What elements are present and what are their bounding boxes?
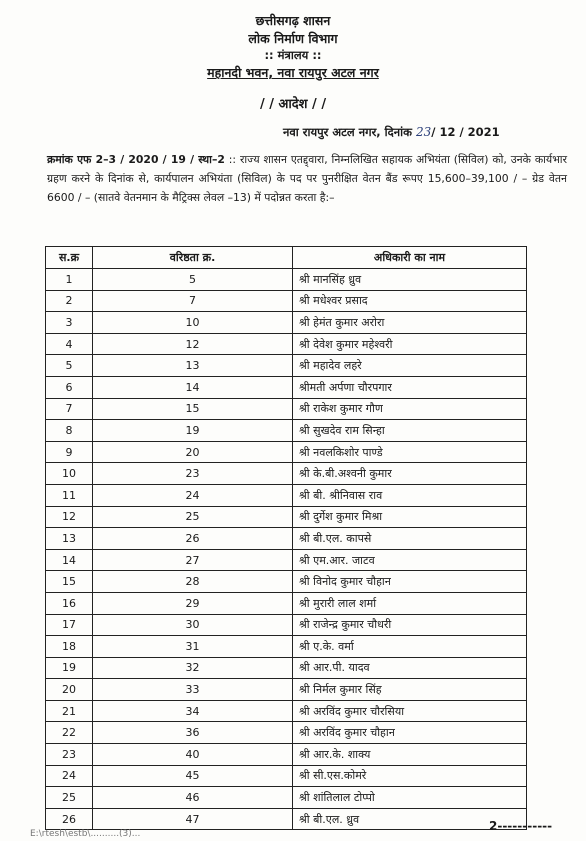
table-row (46, 333, 527, 355)
order-number: क्रमांक एफ 2–3 / 2020 / 19 / स्था–2 (47, 153, 225, 166)
cell-officer-name: श्री बी.एल. ध्रुव (293, 808, 527, 830)
cell-officer-name: श्रीमती अर्पणा चौरपगार (293, 376, 527, 398)
table-header-row (46, 247, 527, 269)
cell-officer-name: श्री अरविंद कुमार चौहान (293, 722, 527, 744)
cell-seniority: 23 (93, 463, 293, 485)
dateline-day-handwritten: 23 (415, 125, 432, 139)
cell-serial: 24 (46, 765, 93, 787)
cell-officer-name: श्री निर्मल कुमार सिंह (293, 679, 527, 701)
cell-serial: 26 (46, 808, 93, 830)
cell-officer-name: श्री आर.के. शाक्य (293, 744, 527, 766)
cell-seniority: 28 (93, 571, 293, 593)
cell-officer-name: श्री राकेश कुमार गौण (293, 398, 527, 420)
cell-seniority: 34 (93, 700, 293, 722)
table-row (46, 808, 527, 830)
cell-serial: 19 (46, 657, 93, 679)
cell-officer-name: श्री मधेश्वर प्रसाद (293, 290, 527, 312)
cell-seniority: 24 (93, 484, 293, 506)
cell-seniority: 19 (93, 420, 293, 442)
table-row (46, 636, 527, 658)
table-row (46, 700, 527, 722)
cell-seniority: 46 (93, 787, 293, 809)
cell-seniority: 40 (93, 744, 293, 766)
cell-serial: 3 (46, 312, 93, 334)
cell-serial: 9 (46, 441, 93, 463)
dateline-month-year: / 12 / 2021 (431, 125, 500, 139)
cell-serial: 17 (46, 614, 93, 636)
cell-seniority: 33 (93, 679, 293, 701)
table-row (46, 722, 527, 744)
cell-officer-name: श्री दुर्गेश कुमार मिश्रा (293, 506, 527, 528)
table-row (46, 420, 527, 442)
table-row (46, 484, 527, 506)
cell-officer-name: श्री एम.आर. जाटव (293, 549, 527, 571)
cell-serial: 6 (46, 376, 93, 398)
cell-serial: 13 (46, 528, 93, 550)
cell-serial: 4 (46, 333, 93, 355)
cell-officer-name: श्री बी. श्रीनिवास राव (293, 484, 527, 506)
table-row (46, 290, 527, 312)
cell-seniority: 12 (93, 333, 293, 355)
cell-officer-name: श्री आर.पी. यादव (293, 657, 527, 679)
table-row (46, 376, 527, 398)
header-officer-name: अधिकारी का नाम (293, 247, 527, 269)
cell-seniority: 26 (93, 528, 293, 550)
cell-seniority: 20 (93, 441, 293, 463)
file-path-footer: E:\rtesh\estb\..........(3)... (30, 829, 141, 839)
dateline (283, 125, 500, 140)
cell-officer-name: श्री विनोद कुमार चौहान (293, 571, 527, 593)
table-row (46, 571, 527, 593)
table-row (46, 398, 527, 420)
cell-serial: 8 (46, 420, 93, 442)
cell-serial: 25 (46, 787, 93, 809)
header-state-govt: छत्तीसगढ़ शासन (255, 13, 331, 28)
table-row (46, 463, 527, 485)
cell-officer-name: श्री सुखदेव राम सिन्हा (293, 420, 527, 442)
cell-seniority: 15 (93, 398, 293, 420)
cell-serial: 22 (46, 722, 93, 744)
cell-seniority: 31 (93, 636, 293, 658)
table-row (46, 657, 527, 679)
table-row (46, 744, 527, 766)
cell-serial: 2 (46, 290, 93, 312)
table-row (46, 528, 527, 550)
cell-officer-name: श्री ए.के. वर्मा (293, 636, 527, 658)
cell-seniority: 5 (93, 269, 293, 291)
cell-serial: 10 (46, 463, 93, 485)
cell-officer-name: श्री राजेन्द्र कुमार चौधरी (293, 614, 527, 636)
cell-serial: 18 (46, 636, 93, 658)
table-row (46, 787, 527, 809)
cell-seniority: 13 (93, 355, 293, 377)
table-row (46, 355, 527, 377)
cell-seniority: 29 (93, 592, 293, 614)
header-address (0, 64, 586, 81)
cell-serial: 21 (46, 700, 93, 722)
header-ministry: :: मंत्रालय :: (264, 48, 322, 62)
cell-serial: 16 (46, 592, 93, 614)
cell-seniority: 47 (93, 808, 293, 830)
table-row (46, 506, 527, 528)
table-row (46, 679, 527, 701)
cell-serial: 7 (46, 398, 93, 420)
table-row (46, 441, 527, 463)
cell-officer-name: श्री नवलकिशोर पाण्डे (293, 441, 527, 463)
dateline-place: नवा रायपुर अटल नगर, दिनांक (283, 125, 412, 139)
cell-seniority: 7 (93, 290, 293, 312)
cell-serial: 20 (46, 679, 93, 701)
cell-officer-name: श्री महादेव लहरे (293, 355, 527, 377)
table-body (46, 269, 527, 830)
cell-seniority: 27 (93, 549, 293, 571)
cell-seniority: 14 (93, 376, 293, 398)
table-row (46, 765, 527, 787)
cell-serial: 14 (46, 549, 93, 571)
table-row (46, 592, 527, 614)
cell-officer-name: श्री बी.एल. कापसे (293, 528, 527, 550)
cell-seniority: 10 (93, 312, 293, 334)
officers-table (45, 246, 527, 830)
cell-officer-name: श्री अरविंद कुमार चौरसिया (293, 700, 527, 722)
header-serial: स.क्र (46, 247, 93, 269)
cell-officer-name: श्री के.बी.अश्वनी कुमार (293, 463, 527, 485)
table-row (46, 614, 527, 636)
cell-serial: 23 (46, 744, 93, 766)
cell-seniority: 45 (93, 765, 293, 787)
table-row (46, 269, 527, 291)
next-page-marker: 2----------- (489, 819, 553, 833)
cell-serial: 5 (46, 355, 93, 377)
header-seniority: वरिष्ठता क्र. (93, 247, 293, 269)
cell-officer-name: श्री सी.एस.कोमरे (293, 765, 527, 787)
table-row (46, 312, 527, 334)
order-text: :: राज्य शासन एतद्द्वारा, निम्नलिखित सहायक अभियंता (सिविल) को, उनके कार्यभार ग्रहण करने के दिनांक से, कार्यपालन अभियंता (सिविल) के पद पर पुनरीक्षित वेतन बैंड रूपए 15,600–39,100 / – ग्रेड वेतन 6600 / – (सातवे वेतनमान के मैट्रिक्स लेवल –13) में पदोन्नत करता है:– (47, 153, 567, 205)
cell-serial: 15 (46, 571, 93, 593)
header-department: लोक निर्माण विभाग (248, 31, 338, 46)
cell-serial: 12 (46, 506, 93, 528)
cell-seniority: 32 (93, 657, 293, 679)
cell-seniority: 36 (93, 722, 293, 744)
cell-seniority: 25 (93, 506, 293, 528)
table-row (46, 549, 527, 571)
cell-serial: 11 (46, 484, 93, 506)
cell-officer-name: श्री देवेश कुमार महेश्वरी (293, 333, 527, 355)
order-title: / / आदेश / / (259, 97, 327, 112)
address-text: महानदी भवन, नवा रायपुर अटल नगर (207, 65, 379, 80)
cell-officer-name: श्री शांतिलाल टोप्पो (293, 787, 527, 809)
order-paragraph (47, 150, 567, 208)
cell-serial: 1 (46, 269, 93, 291)
cell-officer-name: श्री मानसिंह ध्रुव (293, 269, 527, 291)
cell-officer-name: श्री हेमंत कुमार अरोरा (293, 312, 527, 334)
cell-officer-name: श्री मुरारी लाल शर्मा (293, 592, 527, 614)
cell-seniority: 30 (93, 614, 293, 636)
